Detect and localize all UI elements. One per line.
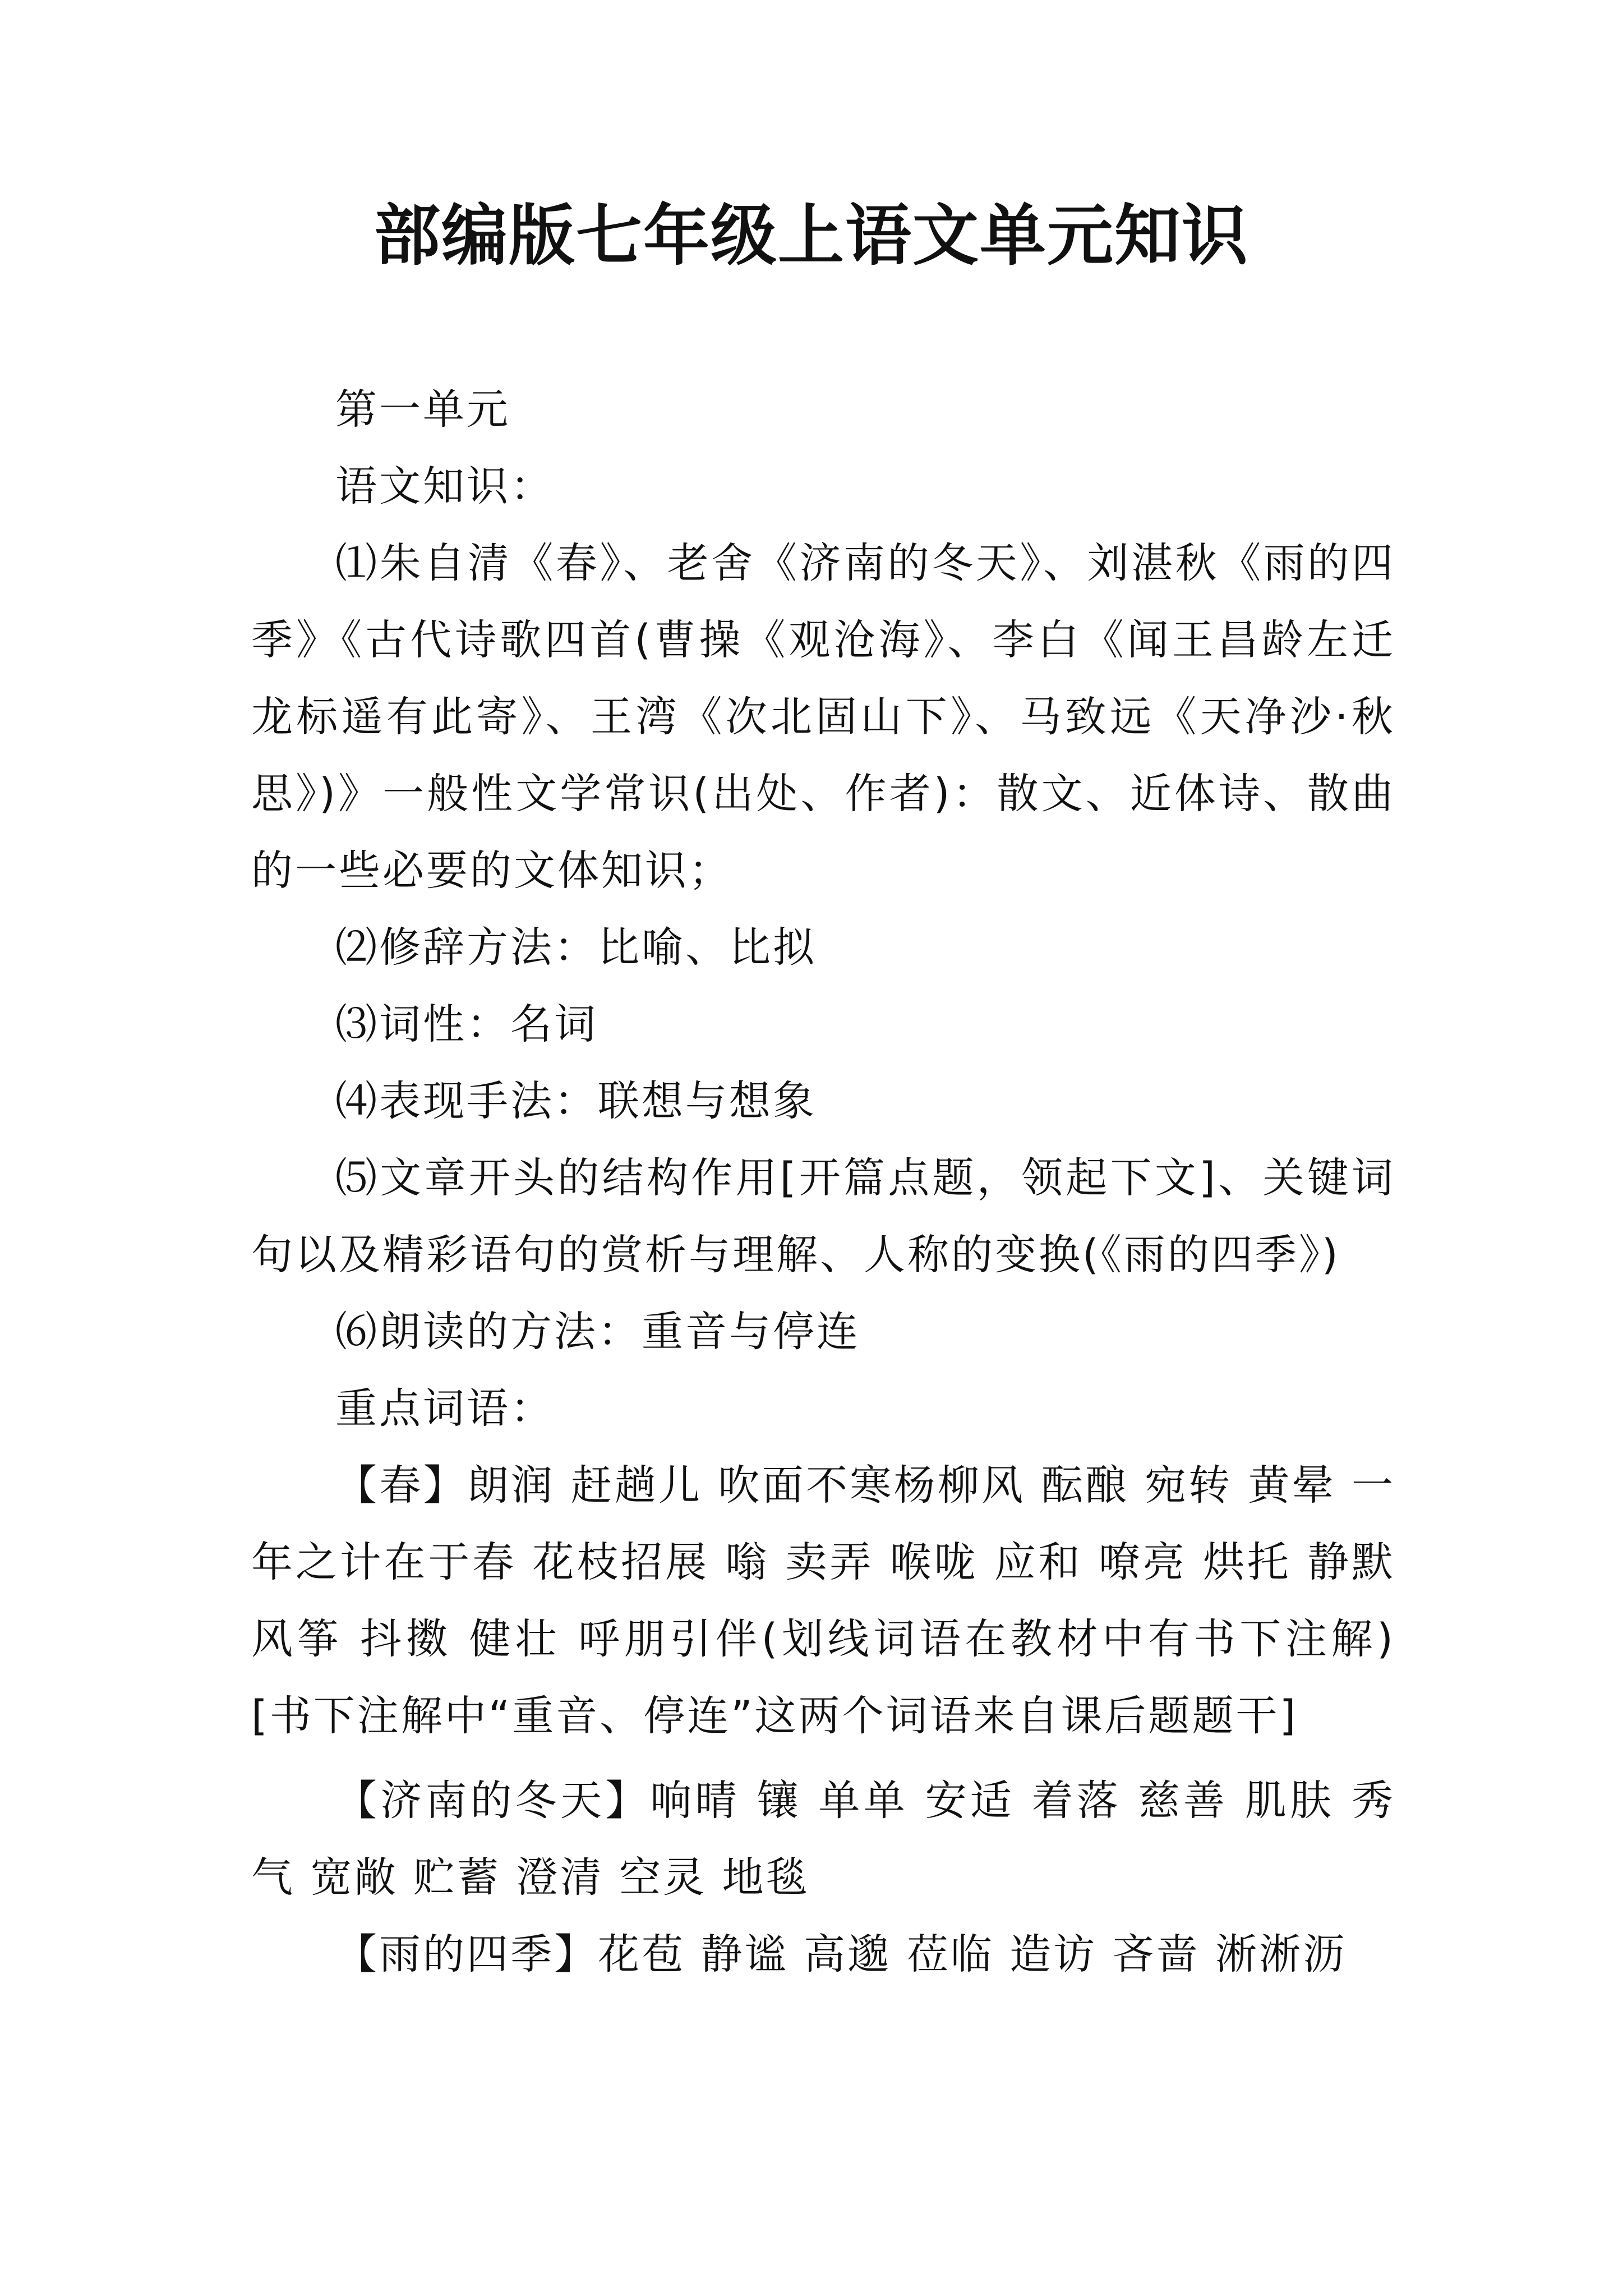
- vocabulary-spring: 【春】朗润 赶趟儿 吹面不寒杨柳风 酝酿 宛转 黄晕 一年之计在于春 花枝招展 嗡 卖弄 喉咙 应和 嘹亮 烘托 静默 风筝 抖擞 健壮 呼朋引伴(划线词语在教材中有书下注解)[书下注解中“重音、停连”这两个词语来自课后题题干]: [251, 1461, 1395, 1740]
- knowledge-item-1: ⑴朱自清《春》、老舍《济南的冬天》、刘湛秋《雨的四季》《古代诗歌四首(曹操《观沧海》、李白《闻王昌龄左迁龙标遥有此寄》、王湾《次北固山下》、马致远《天净沙·秋思》)》一般性文学常识(出处、作者)：散文、近体诗、散曲的一些必要的文体知识；: [251, 539, 1395, 895]
- knowledge-item-4: ⑷表现手法：联想与想象: [335, 1077, 817, 1125]
- knowledge-item-3: ⑶词性：名词: [335, 1000, 598, 1048]
- knowledge-item-6: ⑹朗读的方法：重音与停连: [335, 1308, 860, 1356]
- knowledge-item-5: ⑸文章开头的结构作用[开篇点题，领起下文]、关键词句以及精彩语句的赏析与理解、人称的变换(《雨的四季》): [251, 1154, 1395, 1279]
- knowledge-item-2: ⑵修辞方法：比喻、比拟: [335, 923, 817, 972]
- section-heading-vocabulary: 重点词语：: [335, 1384, 554, 1433]
- vocabulary-four-seasons-rain: 【雨的四季】花苞 静谧 高邈 莅临 造访 吝啬 淅淅沥: [335, 1930, 1347, 1978]
- document-body: [251, 371, 1395, 1993]
- unit-heading: 第一单元: [335, 385, 510, 434]
- vocabulary-jinan-winter: 【济南的冬天】响晴 镶 单单 安适 着落 慈善 肌肤 秀气 宽敞 贮蓄 澄清 空灵 地毯: [251, 1777, 1395, 1902]
- page-title: 部编版七年级上语文单元知识: [374, 196, 1249, 274]
- section-heading-knowledge: 语文知识：: [335, 462, 554, 510]
